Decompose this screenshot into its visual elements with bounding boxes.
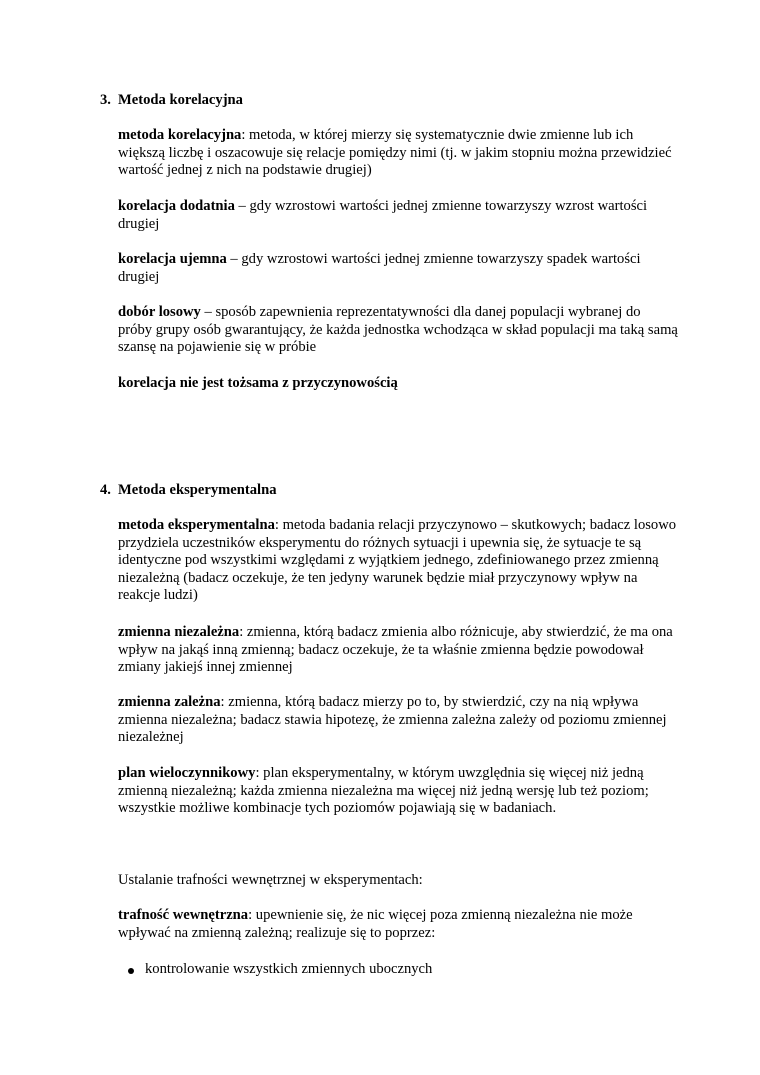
term: korelacja ujemna: [118, 251, 227, 267]
section-3-title: Metoda korelacyjna: [118, 92, 243, 108]
term: metoda eksperymentalna: [118, 517, 275, 533]
term: trafność wewnętrzna: [118, 907, 249, 923]
section-3-number: 3.: [100, 92, 111, 108]
section-4-number: 4.: [100, 482, 111, 498]
note-korelacja-przyczynowosc: korelacja nie jest tożsama z przyczynowością: [118, 375, 398, 391]
definition-zmienna-niezalezna: [118, 624, 678, 677]
term: zmienna zależna: [118, 694, 221, 710]
section-4-heading: [100, 482, 277, 500]
definition-text: – sposób zapewnienia reprezentatywności dla danej populacji wybranej do próby grupy osób gwarantujący, że każda jednostka wchodząca w skład populacji ma taką samą szansę na pojawienie się w próbie: [118, 304, 678, 355]
definition-dobor-losowy: [118, 304, 678, 357]
bullet-text: kontrolowanie wszystkich zmiennych ubocznych: [145, 961, 433, 977]
intro-trafnosc: Ustalanie trafności wewnętrznej w eksperymentach:: [118, 872, 423, 888]
definition-plan-wieloczynnikowy: [118, 765, 678, 818]
term: zmienna niezależna: [118, 624, 240, 640]
definition-korelacja-dodatnia: [118, 198, 678, 233]
section-3-heading: [100, 92, 243, 110]
definition-text: : plan eksperymentalny, w którym uwzględnia się więcej niż jedną zmienną niezależną; każda zmienna niezależna ma więcej niż jedną wersję lub też poziom; wszystkie możliwe kombinacje tych poziomów pojawiają się w badaniach.: [118, 765, 649, 816]
definition-text: : metoda badania relacji przyczynowo – skutkowych; badacz losowo przydziela uczestników eksperymentu do różnych sytuacji i upewnia się, że sytuacje te są identyczne pod wszystkimi względami z wyjątkiem jednego, zdefiniowanego przez zmienną niezależną (badacz oczekuje, że ten jedyny warunek będzie miał przyczynowy wpływ na reakcje ludzi): [118, 517, 677, 603]
definition-text: : metoda, w której mierzy się systematycznie dwie zmienne lub ich większą liczbę i oszacowuje się relacje pomiędzy nimi (tj. w jakim stopniu można przewidzieć wartość jednej z nich na podstawie drugiej): [118, 127, 672, 178]
definition-metoda-korelacyjna: [118, 127, 678, 180]
definition-trafnosc-wewnetrzna: [118, 907, 678, 942]
term: korelacja dodatnia: [118, 198, 235, 214]
definition-text: : zmienna, którą badacz mierzy po to, by stwierdzić, czy na nią wpływa zmienna niezależna; badacz stawia hipotezę, że zmienna zależna zależy od poziomu zmiennej niezależnej: [118, 694, 667, 745]
definition-zmienna-zalezna: [118, 694, 678, 747]
definition-text: – gdy wzrostowi wartości jednej zmienne towarzyszy spadek wartości drugiej: [118, 251, 641, 285]
definition-metoda-eksperymentalna: [118, 517, 678, 605]
definition-korelacja-ujemna: [118, 251, 678, 286]
section-4-title: Metoda eksperymentalna: [118, 482, 277, 498]
definition-text: : zmienna, którą badacz zmienia albo różnicuje, aby stwierdzić, że ma ona wpływ na jakąś inną zmienną; badacz oczekuje, że ta właśnie zmienna będzie powodował zmiany jakiejś innej zmiennej: [118, 624, 673, 675]
definition-text: : upewnienie się, że nic więcej poza zmienną niezależna nie może wpływać na zmienną zależną; realizuje się to poprzez:: [118, 907, 633, 941]
term: dobór losowy: [118, 304, 201, 320]
bullet-icon: [128, 968, 134, 974]
term: metoda korelacyjna: [118, 127, 242, 143]
definition-text: – gdy wzrostowi wartości jednej zmienne towarzyszy wzrost wartości drugiej: [118, 198, 648, 232]
term: plan wieloczynnikowy: [118, 765, 256, 781]
